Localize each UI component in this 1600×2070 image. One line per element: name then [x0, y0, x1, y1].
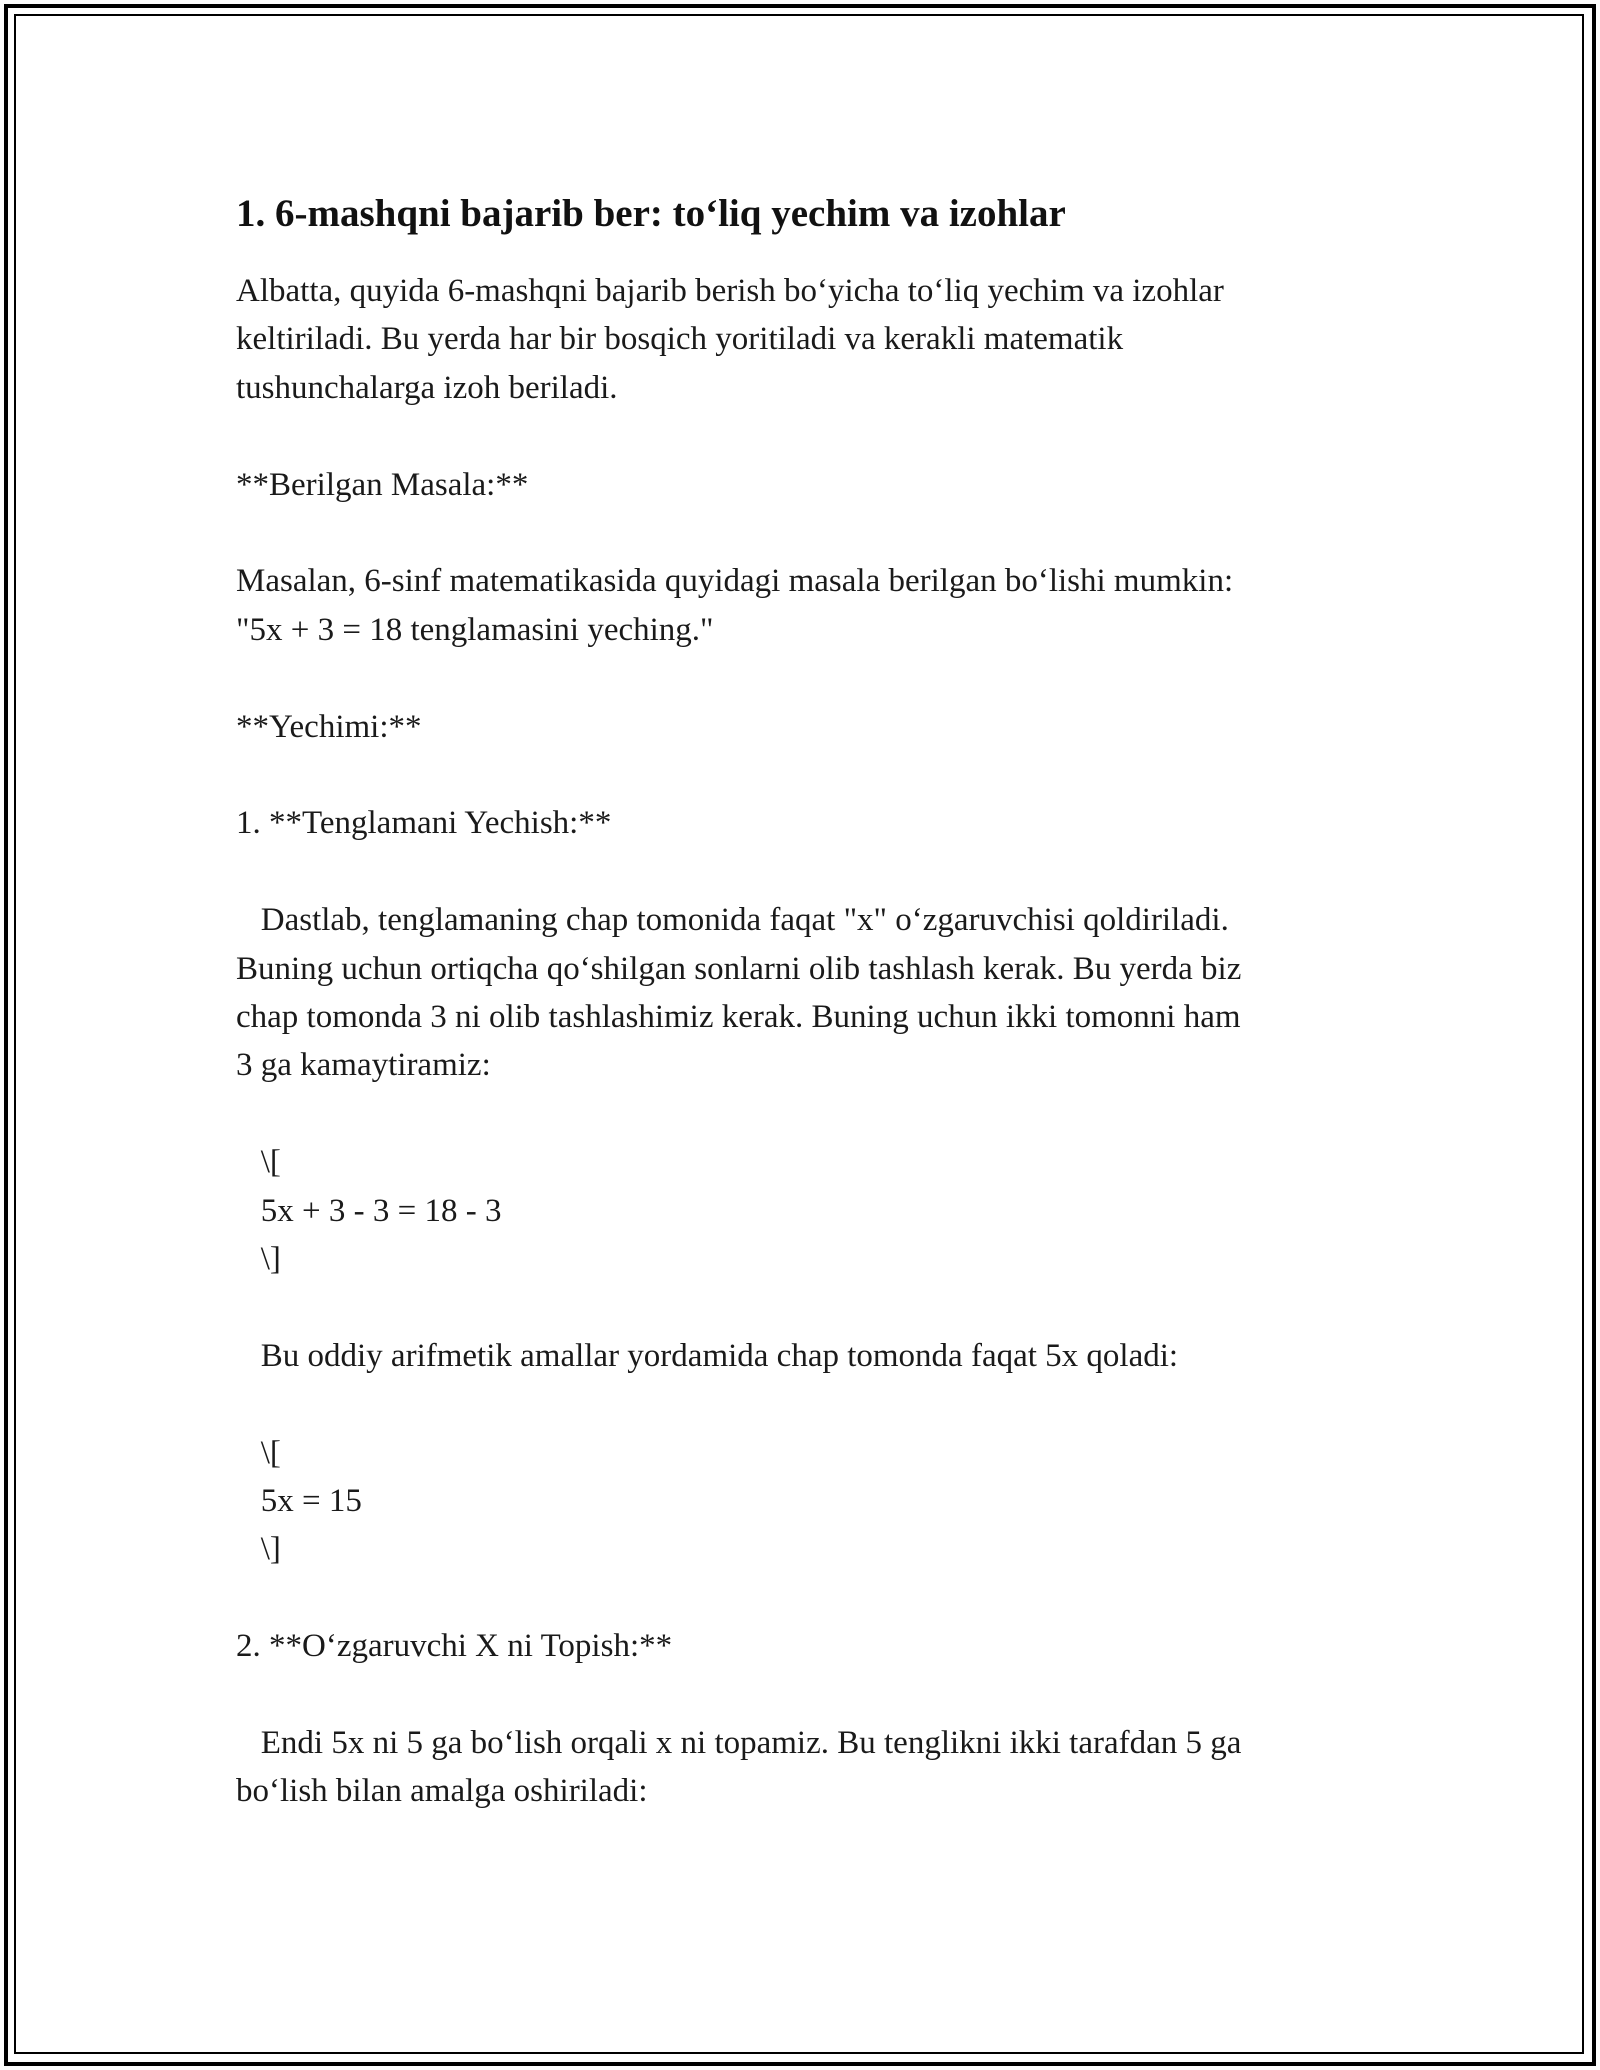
text-line: \[ — [236, 1144, 281, 1181]
text-line: Bu oddiy arifmetik amallar yordamida chap tomonda faqat 5x qoladi: — [236, 1337, 1179, 1374]
text-line: 5x = 15 — [236, 1483, 362, 1520]
document-page — [236, 185, 1386, 1816]
document-title: 1. 6-mashqni bajarib ber: to‘liq yechim va izohlar — [236, 192, 1066, 235]
text-line: \] — [236, 1241, 281, 1278]
blank-line — [236, 1090, 1386, 1138]
text-line: 3 ga kamaytiramiz: — [236, 1047, 491, 1084]
text-line: Endi 5x ni 5 ga bo‘lish orqali x ni topamiz. Bu tenglikni ikki tarafdan 5 ga — [236, 1725, 1242, 1762]
blank-line — [236, 412, 1386, 460]
text-line: Dastlab, tenglamaning chap tomonida faqat "x" o‘zgaruvchisi qoldiriladi. — [236, 902, 1229, 939]
text-line: chap tomonda 3 ni olib tashlashimiz kerak. Buning uchun ikki tomonni ham — [236, 999, 1241, 1036]
text-line: \[ — [236, 1434, 281, 1471]
document-body — [236, 267, 1386, 1816]
text-line: **Yechimi:** — [236, 708, 422, 745]
blank-line — [236, 654, 1386, 702]
blank-line — [236, 509, 1386, 557]
text-line: "5x + 3 = 18 tenglamasini yeching." — [236, 611, 714, 648]
blank-line — [236, 848, 1386, 896]
blank-line — [236, 1380, 1386, 1428]
blank-line — [236, 751, 1386, 799]
text-line: 5x + 3 - 3 = 18 - 3 — [236, 1192, 502, 1229]
text-line: **Berilgan Masala:** — [236, 466, 529, 503]
blank-line — [236, 1671, 1386, 1719]
text-line: 2. **O‘zgaruvchi X ni Topish:** — [236, 1628, 673, 1665]
text-line: bo‘lish bilan amalga oshiriladi: — [236, 1773, 648, 1810]
text-line: Masalan, 6-sinf matematikasida quyidagi masala berilgan bo‘lishi mumkin: — [236, 563, 1234, 600]
text-line: \] — [236, 1531, 281, 1568]
text-line: Albatta, quyida 6-mashqni bajarib berish bo‘yicha to‘liq yechim va izohlar — [236, 273, 1224, 309]
text-line: tushunchalarga izoh beriladi. — [236, 369, 618, 406]
blank-line — [236, 1283, 1386, 1331]
text-line: 1. **Tenglamani Yechish:** — [236, 805, 612, 842]
text-line: Buning uchun ortiqcha qo‘shilgan sonlarni olib tashlash kerak. Bu yerda biz — [236, 950, 1242, 987]
blank-line — [236, 1574, 1386, 1622]
text-line: keltiriladi. Bu yerda har bir bosqich yoritiladi va kerakli matematik — [236, 321, 1124, 358]
